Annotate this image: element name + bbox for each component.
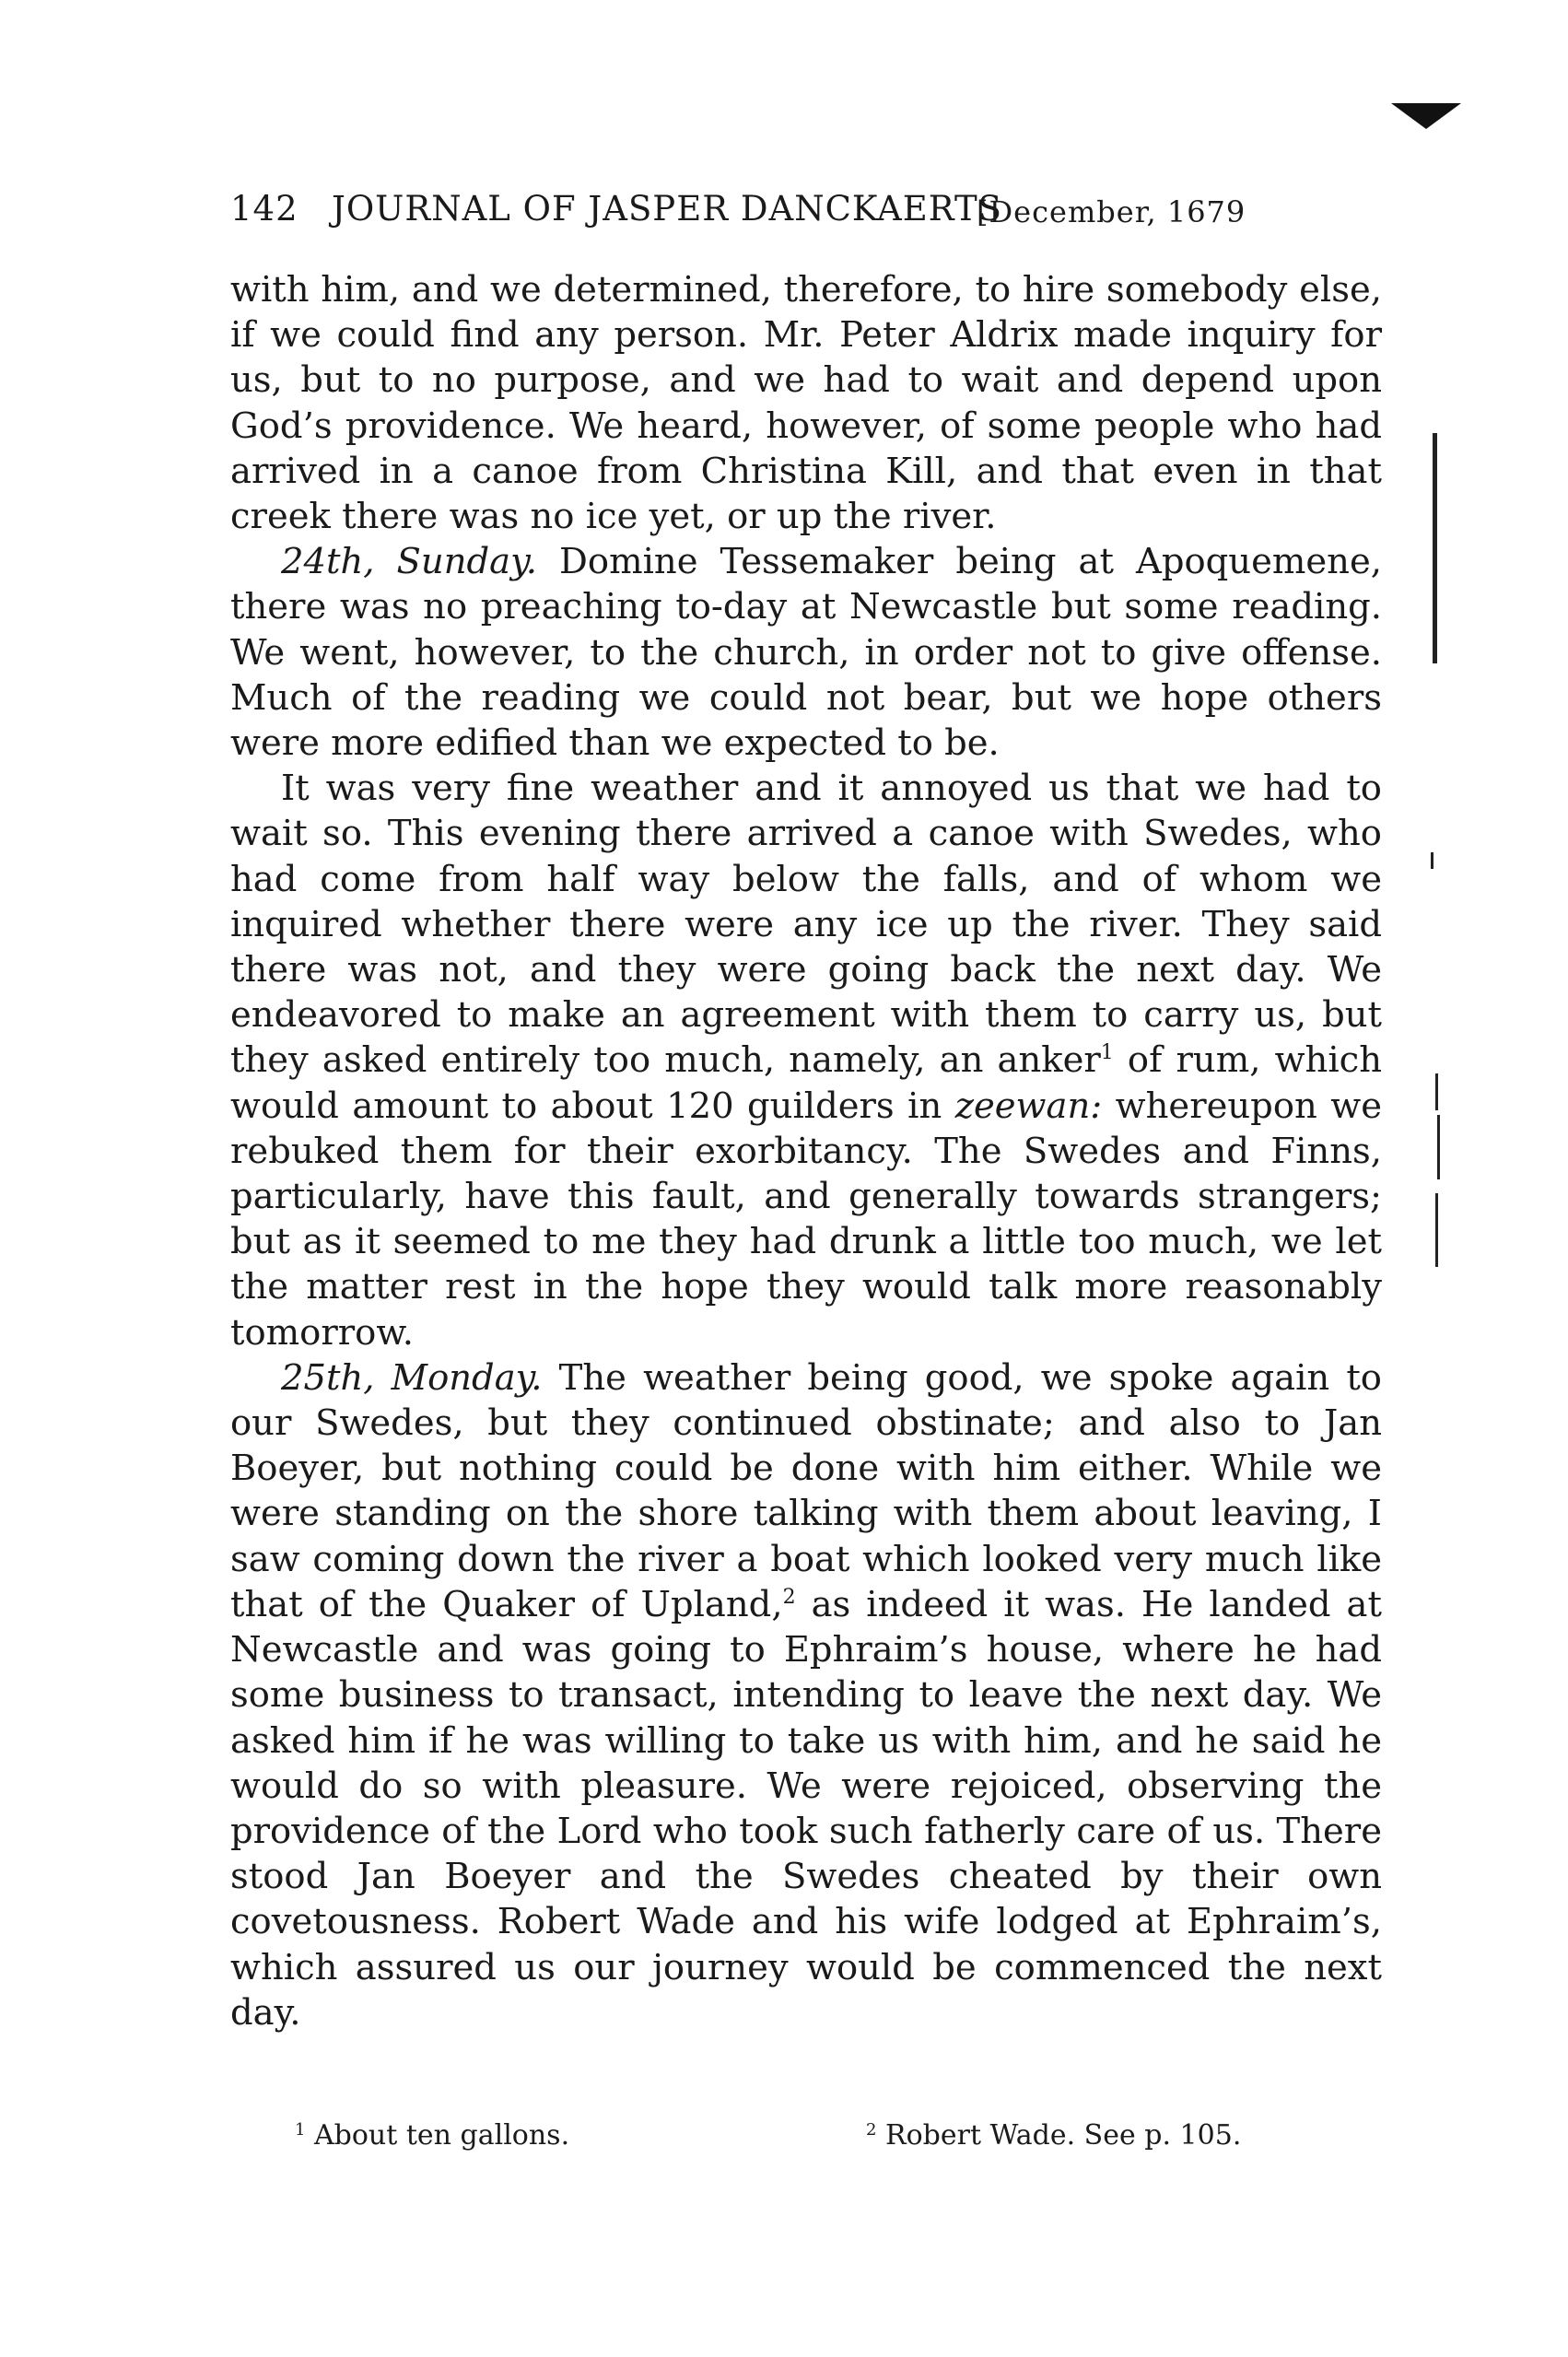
entry-date-24th: 24th, Sunday. <box>281 541 537 583</box>
running-head <box>230 189 1391 253</box>
paragraph-weather: It was very fine weather and it annoyed us that we had to wait so. This evening there arrived a canoe with Swedes, who had come from half way below the falls, and of whom we inquired whether there were any ice up the river. They said there was not, and they were going back the next day. We endeavored to make an agreement with them to carry us, but they asked entirely too much, namely, an anker$^1$ of rum, which would amount to about 120 guilders in zeewan: whereupon we rebuked them for their exorbitancy. The Swedes and Finns, particularly, have this fault, and generally towards strangers; but as it seemed to me they had drunk a little too much, we let the matter rest in the hope they would talk more reasonably tomorrow. <box>230 768 1382 1354</box>
page-corner-mark <box>1391 103 1461 129</box>
running-title: JOURNAL OF JASPER DANCKAERTS <box>332 189 1003 229</box>
margin-mark <box>1437 1115 1440 1179</box>
paragraph-25th: 25th, Monday. The weather being good, we spoke again to our Swedes, but they continued obstinate; and also to Jan Boeyer, but nothing could be done with him either. While we were standing on the shore talking with them about leaving, I saw coming down the river a boat which looked very much like that of the Quaker of Upland,$^2$ as indeed it was. He landed at Newcastle and was going to Ephraim’s house, where he had some business to transact, intending to leave the next day. We asked him if he was willing to take us with him, and he said he would do so with pleasure. We were rejoiced, observing the providence of the Lord who took such fatherly care of us. There stood Jan Boeyer and the Swedes cheated by their own covetousness. Robert Wade and his wife lodged at Ephraim’s, which assured us our journey would be commenced the next day. <box>230 1356 1382 2034</box>
zeewan-term: zeewan: <box>954 1085 1103 1127</box>
entry-date-25th: 25th, Monday. <box>281 1356 543 1399</box>
running-date: [December, 1679 <box>977 194 1246 229</box>
margin-mark <box>1435 1193 1438 1267</box>
paragraph-1: with him, and we determined, therefore, to hire somebody else, if we could find any person. Mr. Peter Aldrix made inquiry for us, but to no purpose, and we had to wait and depend upon God’s providence. We heard, however, of some people who had arrived in a canoe from Christina Kill, and that even in that creek there was no ice yet, or up the river. <box>230 269 1382 538</box>
paragraph-24th: 24th, Sunday. Domine Tessemaker being at Apoquemene, there was no preaching to-day at Newcastle but some reading. We went, however, to the church, in order not to give offense. Much of the reading we could not bear, but we hope others were more edified than we expected to be. <box>230 541 1382 765</box>
page-number: 142 <box>230 189 298 229</box>
footnote-2: $^2$ Robert Wade. See p. 105. <box>866 2119 1242 2152</box>
margin-mark <box>1431 852 1433 869</box>
margin-mark <box>1435 1073 1438 1110</box>
footnotes <box>230 2119 1382 2165</box>
footnote-1: $^1$ About ten gallons. <box>295 2119 570 2152</box>
footnote-ref-2: 2 <box>782 1585 796 1609</box>
margin-mark <box>1433 433 1437 663</box>
body-text <box>230 267 1382 2035</box>
footnote-ref-1: 1 <box>1100 1041 1114 1065</box>
